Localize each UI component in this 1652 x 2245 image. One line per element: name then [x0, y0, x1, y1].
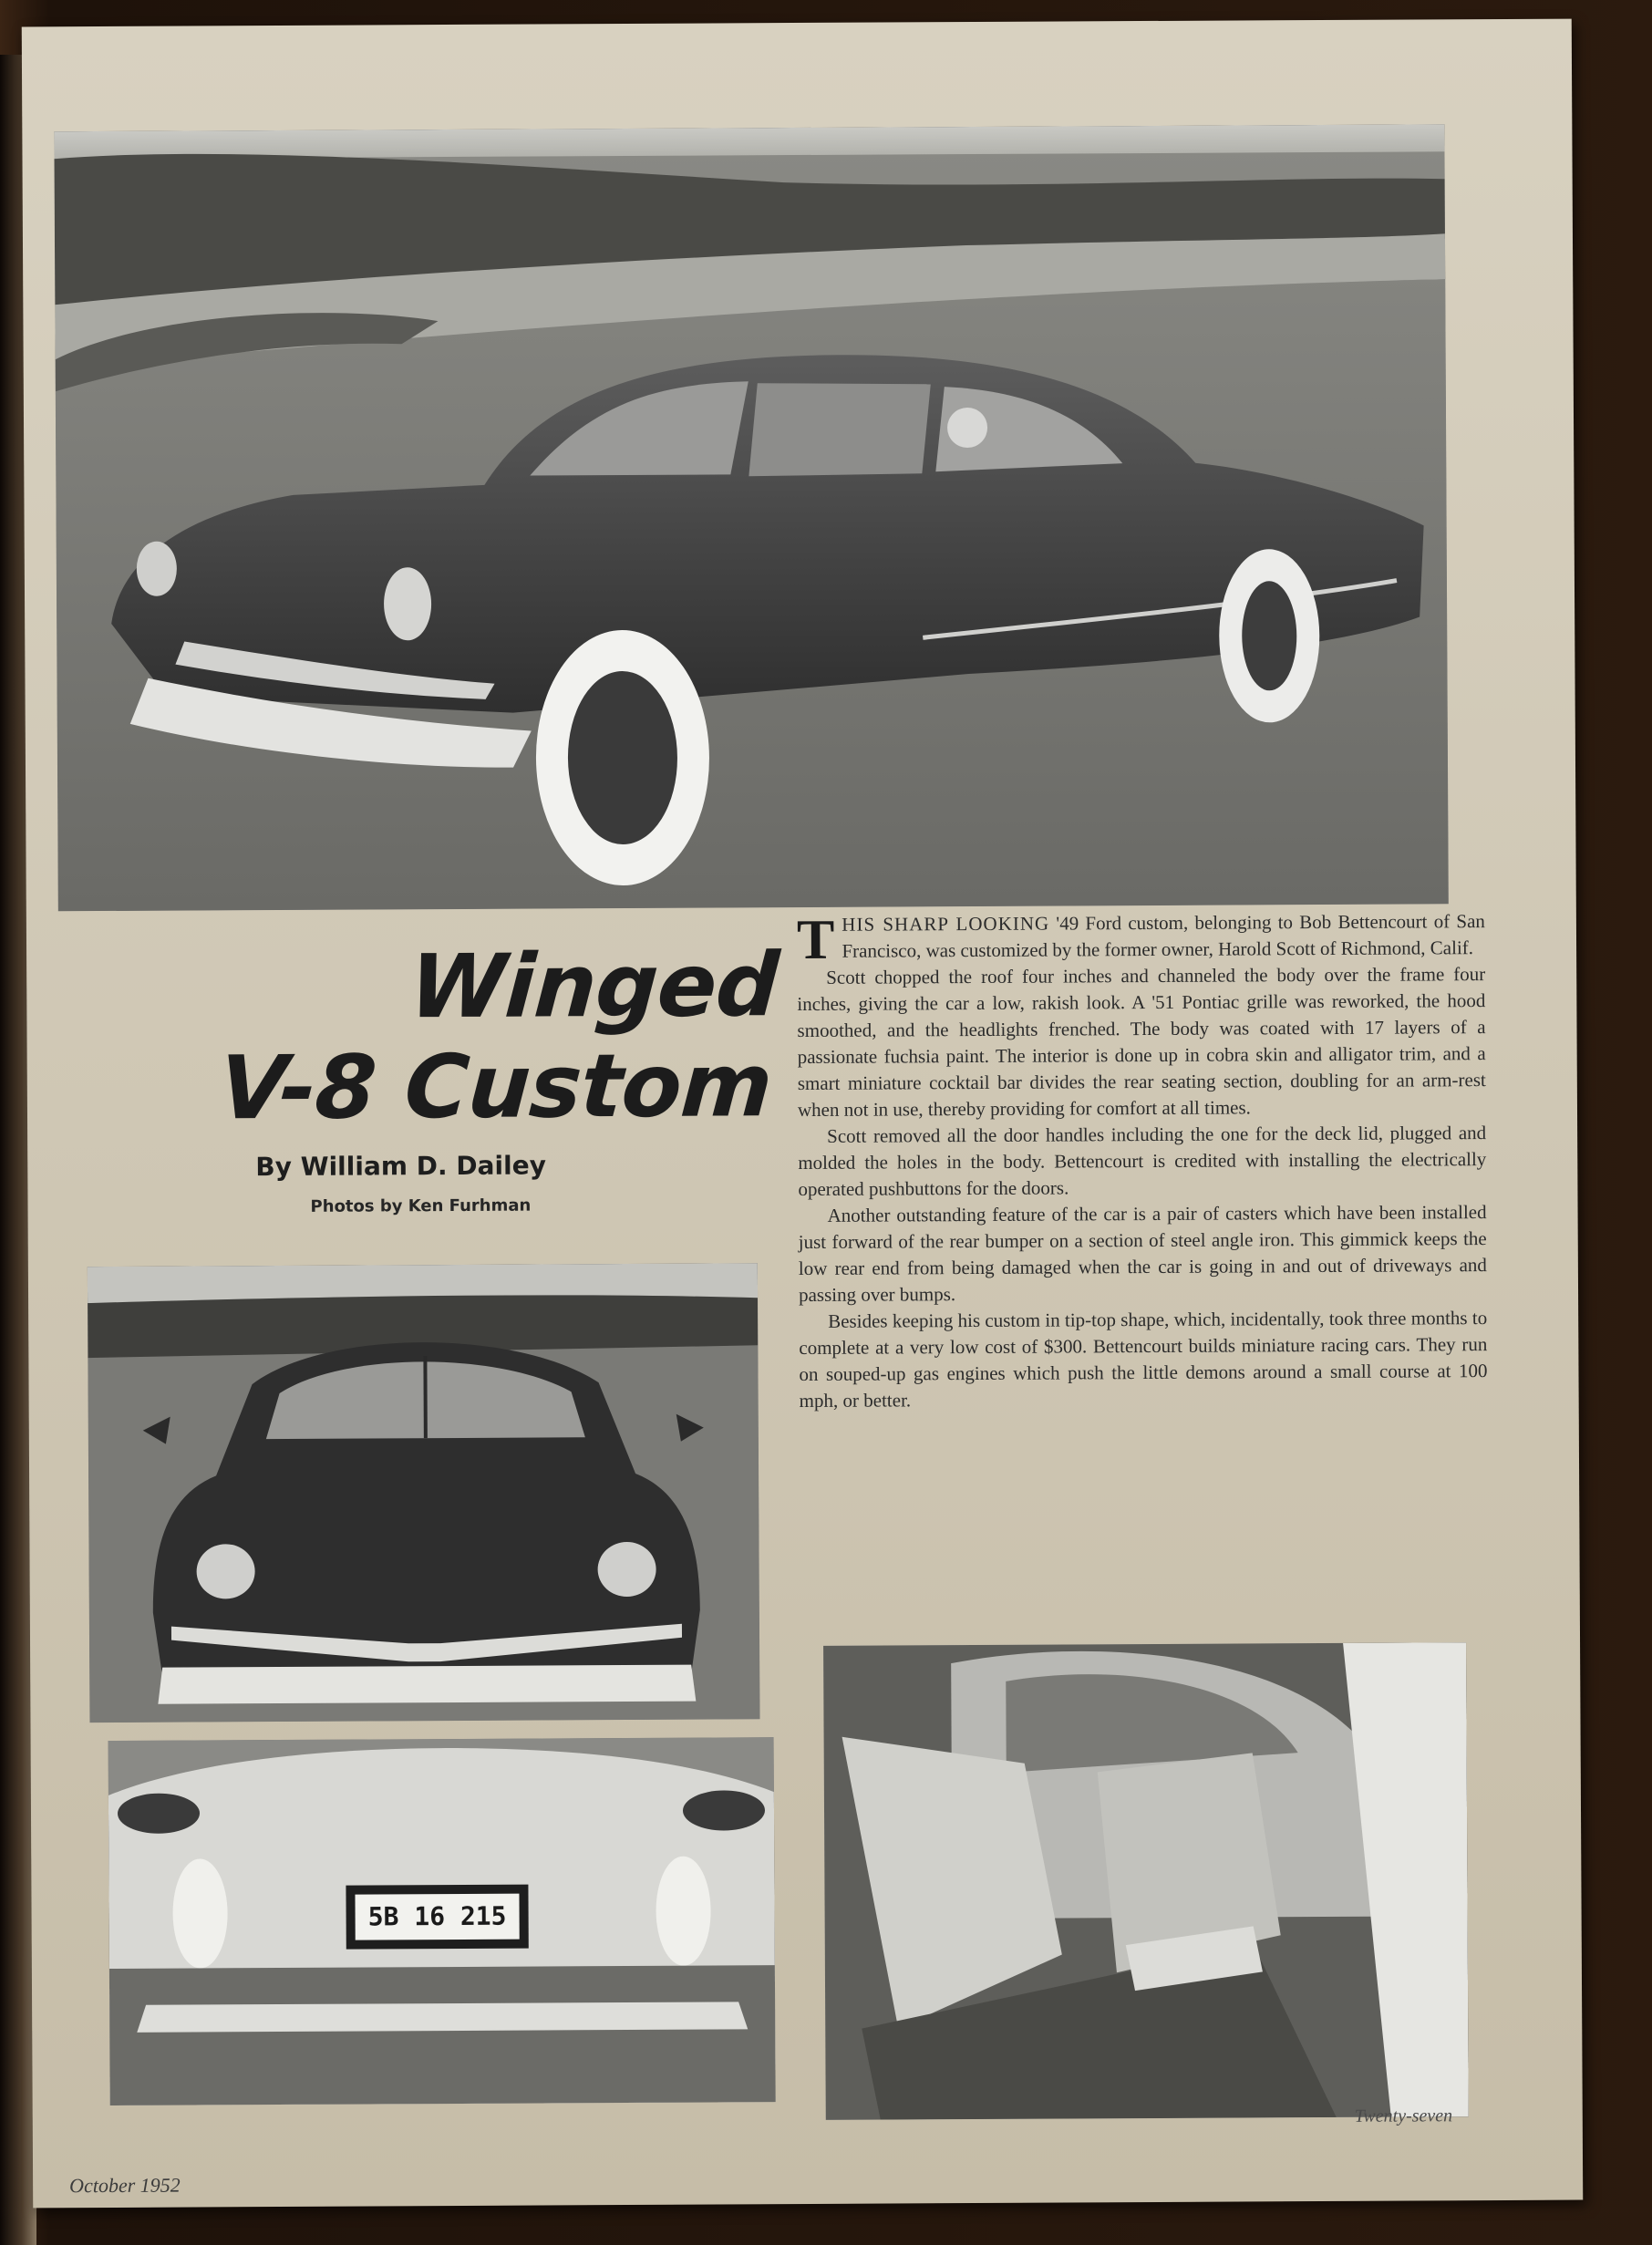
paragraph-2: Scott chopped the roof four inches and channeled the body over the frame four inches, giving the car a low, rakish look. A '51 Pontiac grille was reworked, the hood smoothed, and the headlights frenched. The body was coated with 17 layers of a passionate fuchsia paint. The interior is done up in cobra skin and alligator trim, and a smart miniature cocktail bar divides the rear seating section, doubling for an arm-rest when not in use, thereby providing for comfort at all times.	[797, 963, 1486, 1122]
article-headline	[148, 935, 780, 1139]
paragraph-1-text: '49 Ford custom, belonging to Bob Bettencourt of San Francisco, was customized by the former owner, Harold Scott of Richmond, Calif.	[841, 910, 1485, 962]
paragraph-4: Another outstanding feature of the car is a pair of casters which have been installed just forward of the rear bumper on a section of steel angle iron. This gimmick keeps the low rear end from being damaged when the car is going in and out of driveways and passing over bumps.	[798, 1201, 1487, 1307]
byline: By William D. Dailey	[255, 1150, 547, 1183]
license-plate-text: 5B 16 215	[367, 1900, 507, 1932]
paragraph-1-caps: HIS SHARP LOOKING	[841, 912, 1050, 936]
photo-car-side-view	[54, 124, 1448, 911]
magazine-page	[22, 19, 1584, 2209]
issue-date: October 1952	[69, 2173, 181, 2198]
page-number: Twenty-seven	[1354, 2105, 1453, 2126]
photo-car-front-view	[88, 1263, 760, 1723]
drop-cap: T	[796, 908, 835, 972]
photo-car-interior	[823, 1642, 1469, 2120]
photo-credit: Photos by Ken Furhman	[310, 1195, 532, 1216]
photo-car-rear-view	[108, 1737, 776, 2105]
paragraph-5: Besides keeping his custom in tip-top shape, which, incidentally, took three months to complete at a very low cost of $300. Bettencourt builds miniature racing cars. They run on souped-up gas engines which push the little demons around a small course at 100 mph, or better.	[799, 1307, 1488, 1412]
article-body	[797, 908, 1488, 1414]
paragraph-1	[796, 908, 1485, 972]
headline-line-1: Winged	[406, 934, 781, 1039]
headline-line-2: V-8 Custom	[216, 1034, 775, 1140]
paragraph-3: Scott removed all the door handles including the one for the deck lid, plugged and molded the holes in the body. Bettencourt is credited with installing the electrically operated pushbuttons for the doors.	[798, 1122, 1487, 1201]
